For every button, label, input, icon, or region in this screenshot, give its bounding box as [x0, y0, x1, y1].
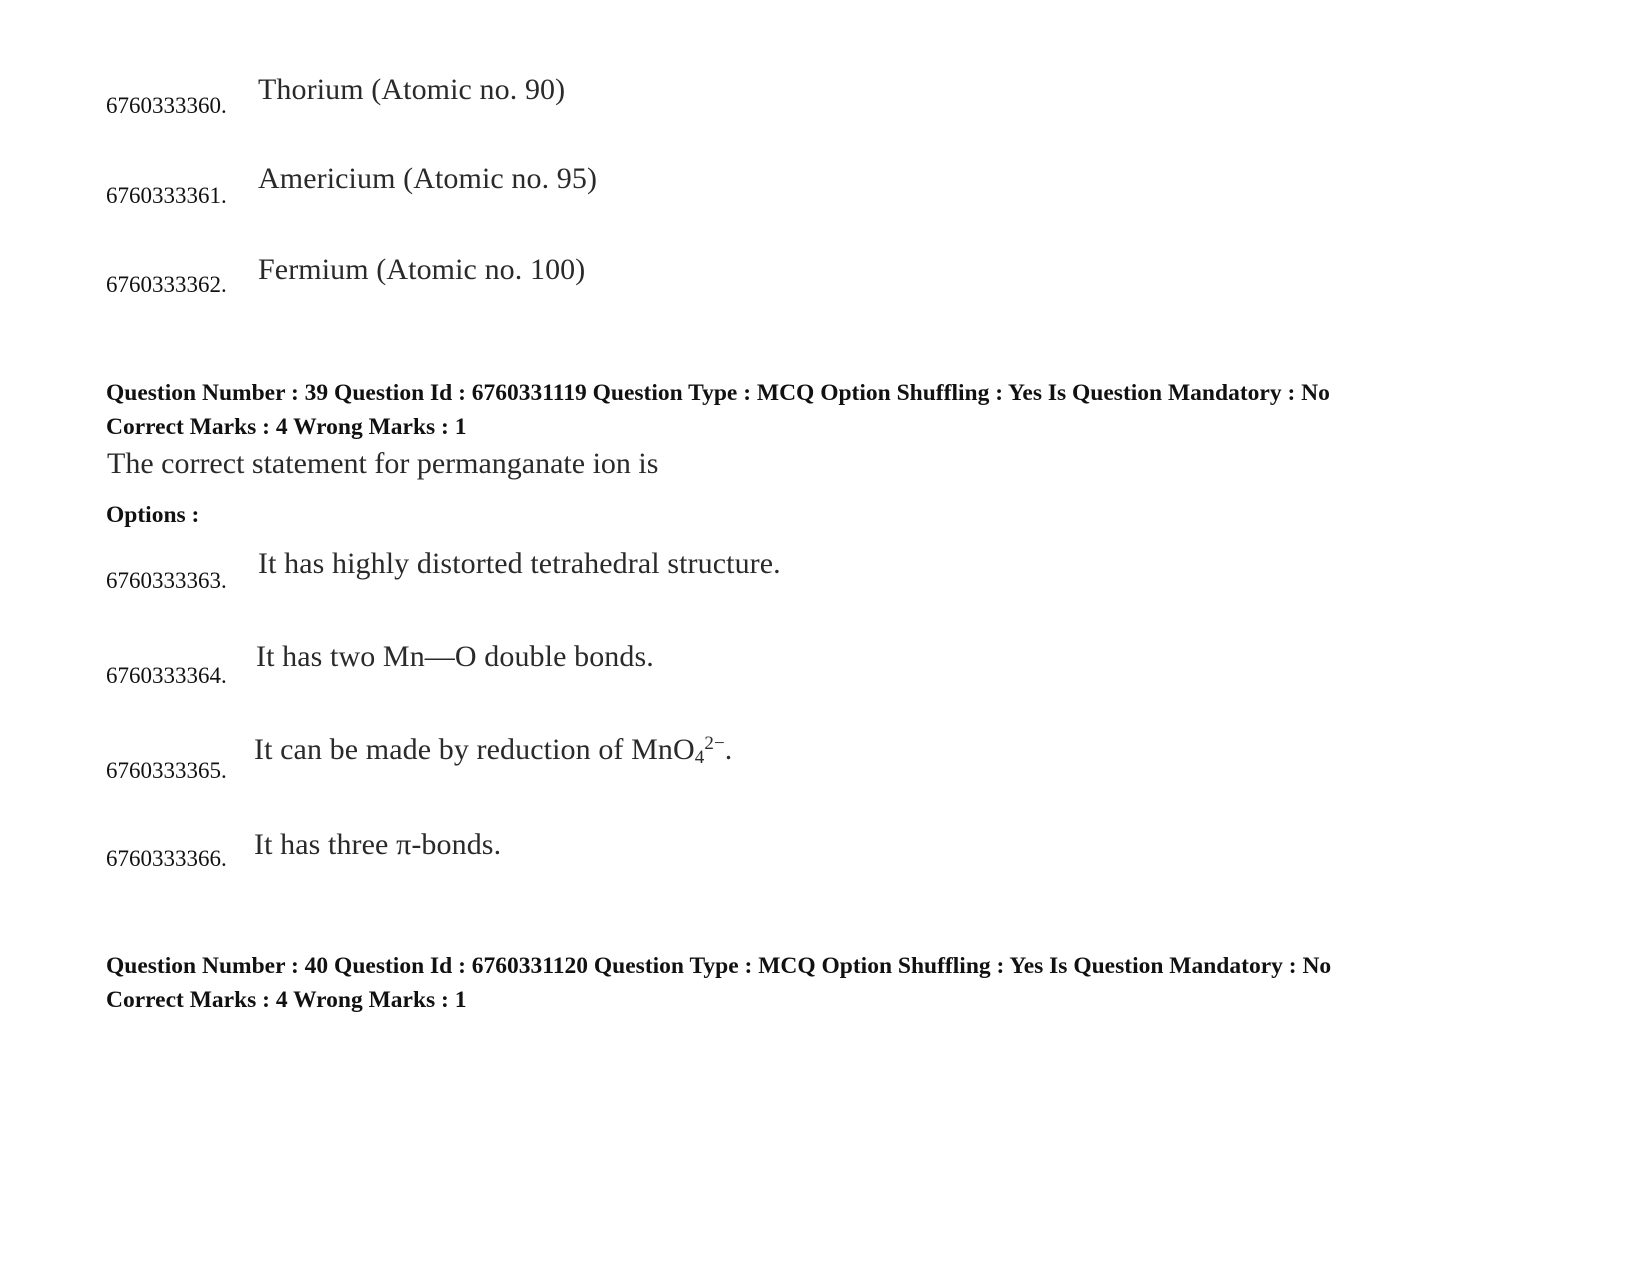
option-id: 6760333360. [106, 93, 227, 118]
option-text: Thorium (Atomic no. 90) [258, 73, 566, 106]
option-id: 6760333361. [106, 183, 227, 208]
option-id: 6760333366. [106, 846, 227, 871]
formula-superscript: 2− [704, 733, 725, 754]
option-text-prefix: It can be made by reduction of MnO [254, 733, 695, 766]
question-meta-line: Question Number : 39 Question Id : 6760331119 Question Type : MCQ Option Shuffling : Yes Is Question Mandatory : No [106, 380, 1330, 406]
option-text: It has highly distorted tetrahedral structure. [258, 547, 781, 580]
option-text: It has two Mn—O double bonds. [256, 640, 654, 673]
option-id: 6760333365. [106, 758, 227, 783]
question-text: The correct statement for permanganate ion is [107, 447, 659, 480]
options-label: Options : [106, 502, 200, 528]
option-text: Fermium (Atomic no. 100) [258, 253, 586, 286]
option-text-formula [254, 733, 732, 769]
option-text-suffix: . [724, 733, 733, 766]
marks-meta-line: Correct Marks : 4 Wrong Marks : 1 [106, 414, 467, 440]
question-meta-line: Question Number : 40 Question Id : 6760331120 Question Type : MCQ Option Shuffling : Yes Is Question Mandatory : No [106, 953, 1332, 979]
marks-meta-line: Correct Marks : 4 Wrong Marks : 1 [106, 987, 467, 1013]
option-text: Americium (Atomic no. 95) [258, 162, 598, 195]
option-text: It has three π-bonds. [254, 828, 502, 861]
formula-subscript: 4 [694, 747, 705, 768]
option-id: 6760333362. [106, 272, 227, 297]
option-id: 6760333364. [106, 663, 227, 688]
option-id: 6760333363. [106, 568, 227, 593]
